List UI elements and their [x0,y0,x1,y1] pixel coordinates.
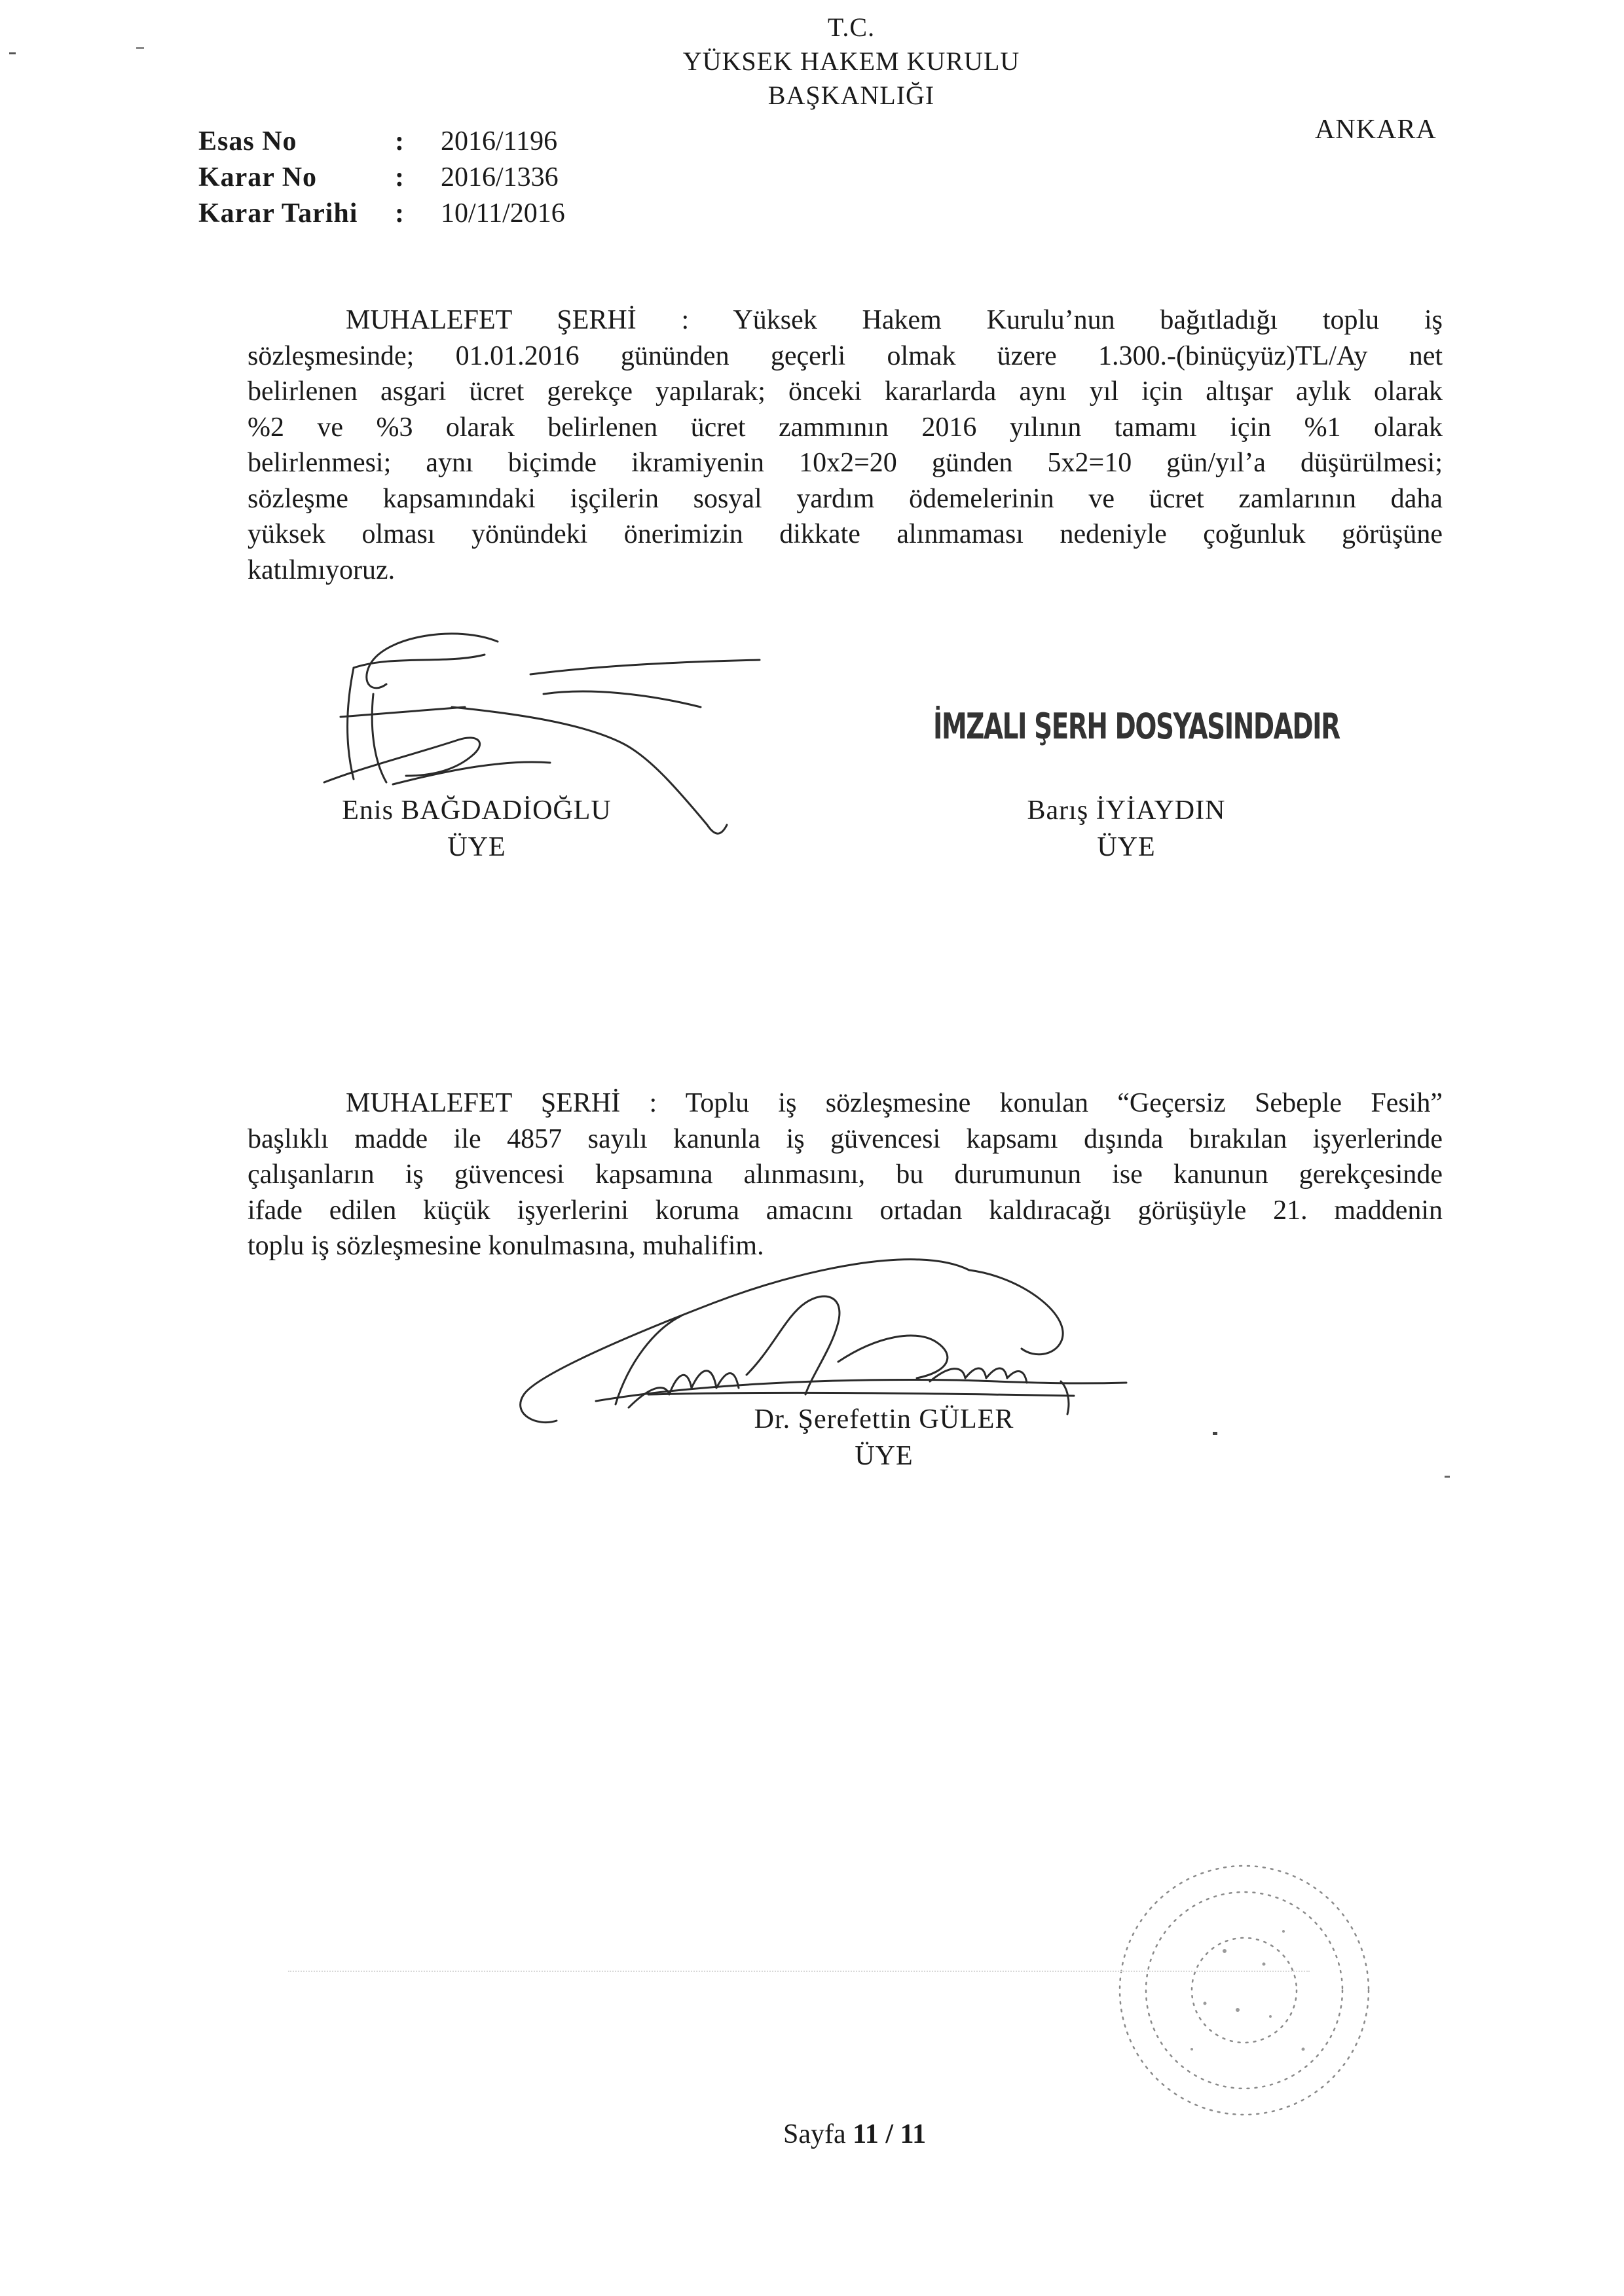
case-info-colon: : [395,126,404,156]
dissent-1-line: %2 ve %3 olarak belirlenen ücret zammının 2016 yılının tamamı için %1 olarak [248,412,1443,443]
signed-dissent-stamp: İMZALI ŞERH DOSYASINDADIR [933,706,1340,747]
signer-title: ÜYE [447,832,506,862]
scan-speck [1445,1476,1450,1478]
dissent-2-line: çalışanların iş güvencesi kapsamına alınmasını, bu durumunun ise kanunun gerekçesinde [248,1159,1443,1190]
dissent-2-line: toplu iş sözleşmesine konulmasına, muhalifim. [248,1231,764,1261]
footer-page-number: 11 / 11 [853,2119,927,2149]
dissent-2-line: ifade edilen küçük işyerlerini koruma amacını ortadan kaldıracağı görüşüyle 21. maddenin [248,1195,1443,1226]
signer-title: ÜYE [1097,832,1156,862]
scan-speck [1213,1432,1217,1435]
scan-artifact-line [288,1971,1310,1972]
scan-speck [9,52,16,54]
signer-title: ÜYE [855,1441,913,1471]
case-info-colon: : [395,162,404,192]
case-info-label: Karar Tarihi [198,198,358,228]
signer-serefettin [707,1401,1061,1474]
case-info-esas [198,123,557,160]
official-seal-icon [1107,1853,1382,2128]
case-info-value: 10/11/2016 [441,198,565,228]
page-footer [783,2119,926,2150]
scan-speck [136,47,144,49]
dissent-2-line: MUHALEFET ŞERHİ : Toplu iş sözleşmesine konulan “Geçersiz Sebeple Fesih” [346,1088,1443,1118]
case-info-karar [198,159,559,196]
header-city: ANKARA [1315,115,1437,145]
dissent-1-line: yüksek olması yönündeki önerimizin dikkate alınmaması nedeniyle çoğunluk görüşüne [248,519,1443,549]
case-info-label: Karar No [198,162,318,192]
signer-name: Enis BAĞDADİOĞLU [342,795,612,826]
dissent-2-line: başlıklı madde ile 4857 sayılı kanunla iş güvencesi kapsamı dışında bırakılan işyerlerinde [248,1123,1443,1154]
header-office: BAŞKANLIĞI [767,81,935,110]
case-info-value: 2016/1336 [441,162,559,192]
header-tc: T.C. [827,12,876,42]
signer-name: Barış İYİAYDIN [1027,795,1226,826]
header-institution: YÜKSEK HAKEM KURULU [682,46,1020,76]
dissent-1-line: sözleşmesinde; 01.01.2016 gününden geçerli olmak üzere 1.300.-(binüçyüz)TL/Ay net [248,340,1443,371]
dissent-1-line: katılmıyoruz. [248,555,396,585]
case-info-colon: : [395,198,404,228]
dissent-1-line: belirlenmesi; aynı biçimde ikramiyenin 10x2=20 günden 5x2=10 gün/yıl’a düşürülmesi; [248,448,1443,478]
case-info-tarih [198,195,565,232]
dissent-paragraph-1 [248,302,1443,588]
dissent-1-line: MUHALEFET ŞERHİ : Yüksek Hakem Kurulu’nun bağıtladığı toplu iş [346,305,1443,335]
footer-prefix: Sayfa [783,2119,846,2149]
dissent-1-line: sözleşme kapsamındaki işçilerin sosyal yardım ödemelerinin ve ücret zamlarının daha [248,483,1443,514]
signer-enis [293,792,660,866]
signer-name: Dr. Şerefettin GÜLER [754,1404,1014,1434]
case-info-label: Esas No [198,126,297,156]
dissent-1-line: belirlenen asgari ücret gerekçe yapılarak; önceki kararlarda aynı yıl için altışar aylık olarak [248,376,1443,407]
case-info-value: 2016/1196 [441,126,558,156]
signer-baris [956,792,1297,866]
